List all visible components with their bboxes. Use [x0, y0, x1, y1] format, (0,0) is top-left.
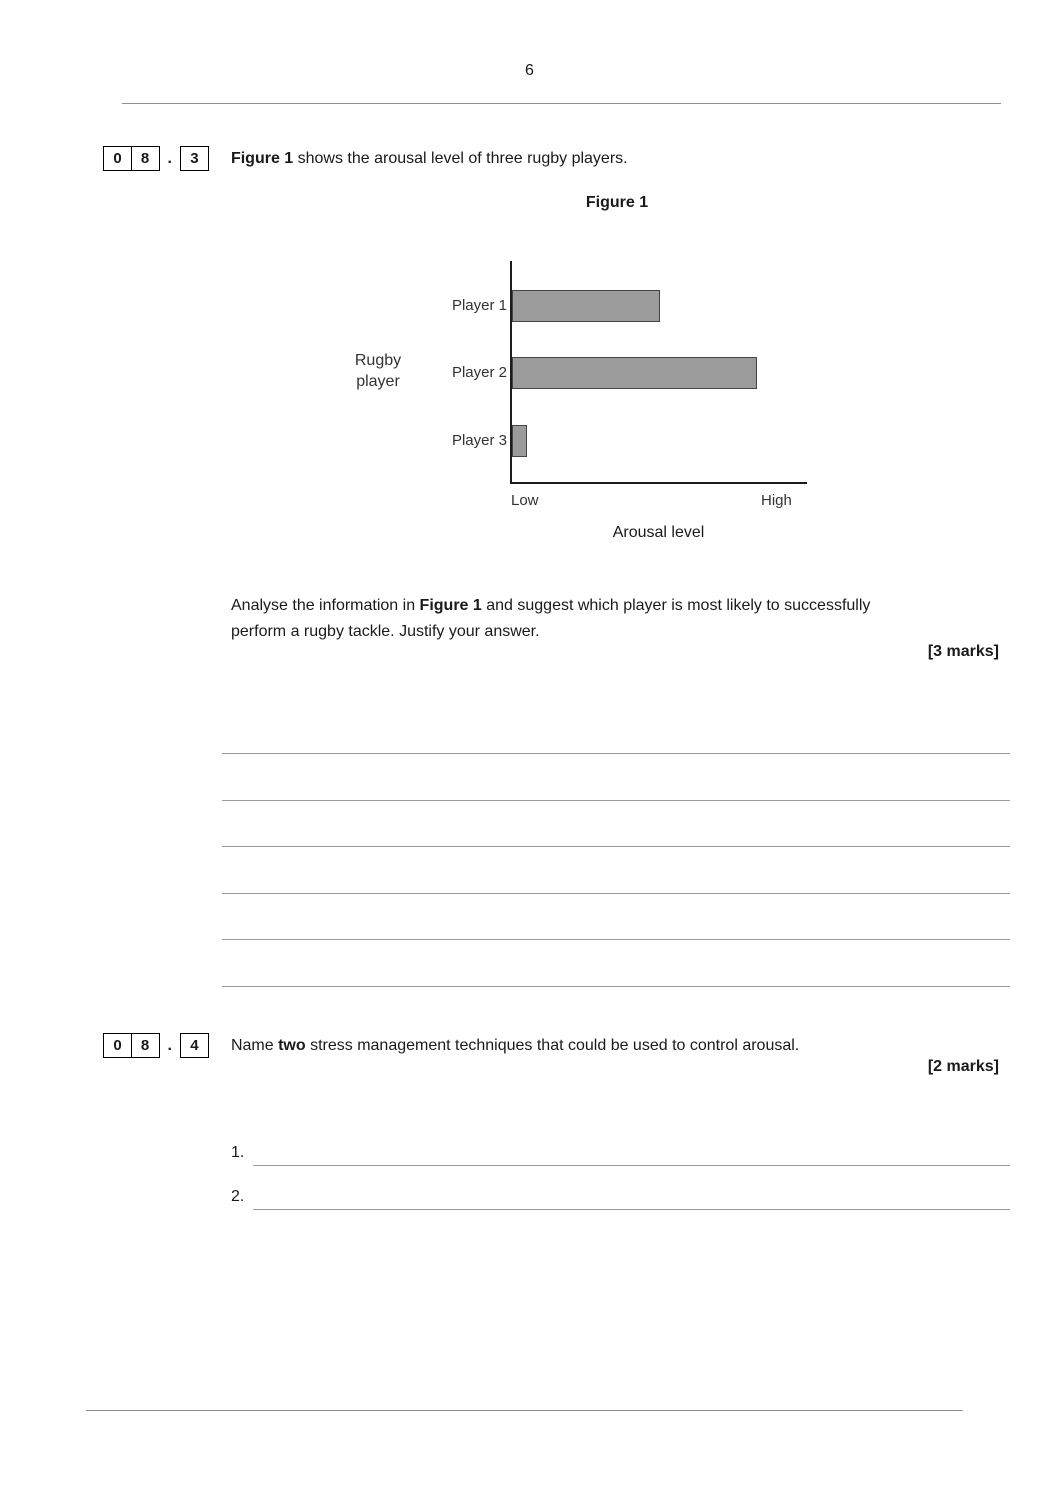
question-083-task-text: [231, 593, 926, 645]
figure-title: Figure 1: [585, 194, 649, 211]
question-083-separator: .: [167, 149, 172, 167]
question-084-intro-bold: two: [278, 1036, 306, 1054]
question-083-intro-bold: Figure 1: [230, 149, 294, 167]
y-axis-label-line-1: Rugby: [354, 352, 402, 369]
question-084-box-sub: 4: [180, 1033, 209, 1058]
question-084-intro-text: [231, 1037, 799, 1055]
question-084-intro-part-1: Name: [230, 1036, 279, 1054]
marks-083: [3 marks]: [927, 643, 999, 660]
y-axis-group-label: [340, 350, 416, 392]
category-label-player-3: Player 3: [451, 432, 507, 449]
figure-1-chart: [340, 255, 820, 560]
question-083-intro-rest: shows the arousal level of three rugby players.: [293, 149, 628, 167]
question-083-header: [103, 146, 628, 171]
bottom-divider: [86, 1410, 963, 1411]
question-083-intro-text: [231, 150, 628, 168]
numbered-answer-label-2: 2.: [231, 1188, 245, 1205]
bar-track-player-3: [512, 425, 807, 457]
task-bold: Figure 1: [419, 597, 482, 614]
answer-line: [253, 1209, 1010, 1210]
y-axis-label-line-2: player: [356, 373, 400, 390]
answer-line: [222, 939, 1010, 940]
answer-line: [222, 846, 1010, 847]
question-084-separator: .: [167, 1036, 172, 1054]
answer-line: [253, 1165, 1010, 1166]
question-083-box-sub: 3: [180, 146, 209, 171]
answer-line: [222, 893, 1010, 894]
task-part-2: and suggest which player is most likely to successfully perform a rugby tackle. Justify your answer.: [231, 597, 871, 640]
question-084-header: [103, 1033, 799, 1058]
question-084-intro-part-2: stress management techniques that could be used to control arousal.: [305, 1036, 800, 1054]
answer-line: [222, 800, 1010, 801]
question-083-box-digit-2: 8: [131, 146, 160, 171]
question-083-box-digit-1: 0: [103, 146, 132, 171]
category-label-player-2: Player 2: [451, 364, 507, 381]
chart-x-axis: [510, 482, 807, 484]
answer-line: [222, 753, 1010, 754]
page-number: 6: [525, 62, 534, 79]
bar-player-3: [512, 425, 527, 457]
bar-player-2: [512, 357, 757, 389]
question-084-box-digit-1: 0: [103, 1033, 132, 1058]
question-084-box-digit-2: 8: [131, 1033, 160, 1058]
x-tick-low: Low: [511, 492, 539, 509]
bar-track-player-1: [512, 290, 807, 322]
top-divider: [122, 103, 1001, 104]
bar-track-player-2: [512, 357, 807, 389]
answer-line: [222, 986, 1010, 987]
x-axis-label: Arousal level: [612, 524, 705, 541]
x-tick-high: High: [761, 492, 792, 509]
marks-084: [2 marks]: [927, 1058, 999, 1075]
numbered-answer-label-1: 1.: [231, 1144, 245, 1161]
category-label-player-1: Player 1: [451, 297, 507, 314]
bar-player-1: [512, 290, 660, 322]
task-part-1: Analyse the information in: [231, 597, 420, 614]
